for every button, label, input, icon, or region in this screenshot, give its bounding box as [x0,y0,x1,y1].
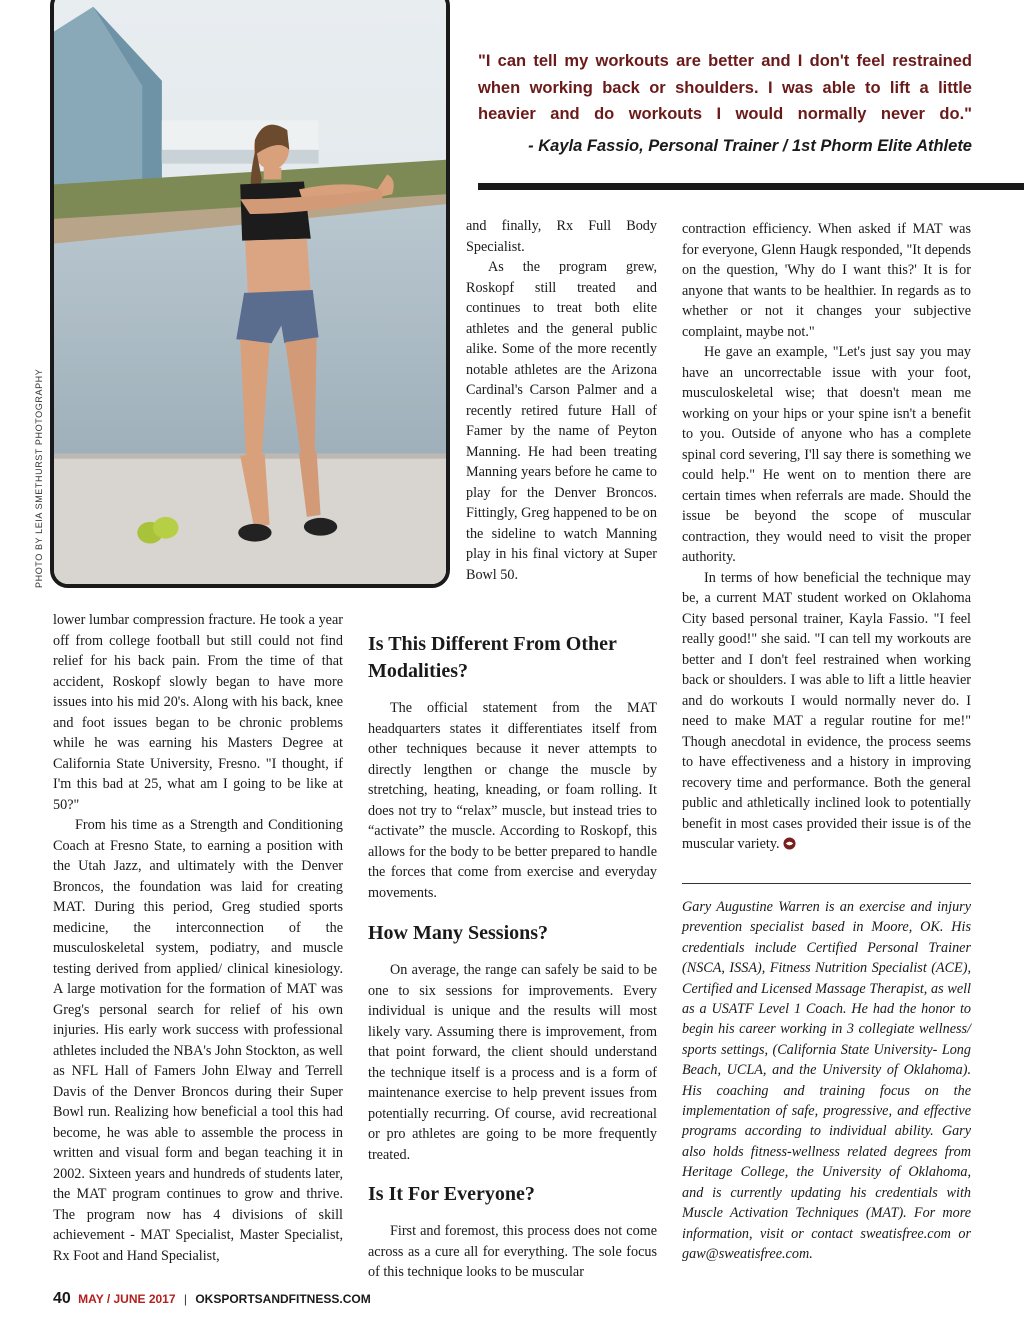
article-column-2-sessions [368,960,657,1165]
paragraph: The official statement from the MAT headquarters states it differentiates itself from other techniques because it never attempts to directly lengthen or change the muscle by stretching, heating, kneading, or foam rolling. It does not try to “relax” muscle, but instead tries to “activate” the muscle. According to Roskopf, this allows for the body to be better prepared to handle the forces that come from exercise and everyday movements. [368,700,657,901]
section-heading-modalities: Is This Different From Other Modalities? [368,633,617,682]
article-column-2-body [368,698,657,903]
end-mark-icon [783,837,796,850]
article-column-2-everyone [368,1221,657,1283]
pull-quote: "I can tell my workouts are better and I don't feel restrained when working back or shoulders. I was able to lift a little heavier and do workouts I would normally never do." [478,52,972,123]
paragraph-text: In terms of how beneficial the technique may be, a current MAT student worked on Oklahoma City based personal trainer, Kayla Fassio. "I feel really good!" she said. "I can tell my workouts are better and I don't feel restrained when working back or shoulders. I was able to lift a little heavier and do workouts I would normally never do. I need to make MAT a regular routine for me!" Though anecdotal in evidence, the process seems to have effectiveness and a history in improving recovery time and performance. Both the general public and athletically inclined look to potentially benefit in most cases provided their issue is of the muscular variety. [682,569,971,852]
paragraph: contraction efficiency. When asked if MAT was for everyone, Glenn Haugk responded, "It depends on the question, 'Why do I want this?' It is for anyone that wants to be healthier. In regards as to whether or not it changes your subjective complaint, maybe not." [682,221,971,340]
pull-quote-attribution: - Kayla Fassio, Personal Trainer / 1st Phorm Elite Athlete [528,137,972,155]
woman-stretching-photo [54,0,446,584]
section-heading-sessions: How Many Sessions? [368,922,549,944]
paragraph: From his time as a Strength and Conditioning Coach at Fresno State, to earning a position with the Utah Jazz, and ultimately with the Denver Broncos, the foundation was laid for creating MAT. During this period, Greg studied sports medicine, the interconnection of the musculoskeletal system, podiatry, and muscle testing derived from applied/ clinical kinesiology. A large motivation for the formation of MAT was Greg's personal search for relief of his own injuries. His early work success with professional athletes included the NBA's John Stockton, as well as NFL Hall of Famers John Elway and Terrell Davis of the Denver Broncos during their Super Bowl run. Realizing how beneficial a tool this had become, he was able to assemble the process in written and visual form and began teaching it in 2002. Sixteen years and hundreds of students later, the MAT program continues to grow and thrive. The program now has 4 divisions of skill achievement - MAT Specialist, Master Specialist, Rx Foot and Hand Specialist, [53,817,343,1264]
article-column-1 [53,610,343,1266]
issue-date: MAY / JUNE 2017 [78,1292,176,1306]
article-photo [50,0,450,588]
paragraph: lower lumbar compression fracture. He took a year off from college football but still could not find relief for his back pain. From the time of that accident, Roskopf slowly began to have more issues into his mid 20's. Along with his back, knee and foot issues began to be chronic problems while he was earning his Masters Degree at California State University, Fresno. "I thought, if I'm this bad at 25, what am I going to be like at 50?" [53,612,343,813]
website-link: OKSPORTSANDFITNESS.COM [195,1292,371,1306]
paragraph: On average, the range can safely be said to be one to six sessions for improvements. Every individual is unique and the results will most likely vary. Assuming there is improvement, from that point forward, the client should understand the technique itself is a process and is a form of maintenance exercise to help prevent issues from potentially recurring. Of course, avid recreational or pro athletes are going to be more frequently treated. [368,962,657,1163]
pull-quote-divider [478,183,1024,190]
paragraph: As the program grew, Roskopf still treated and continues to treat both elite athletes and the general public alike. Some of the more recently notable athletes are the Arizona Cardinal's Carson Palmer and a recently retired future Hall of Famer by the name of Peyton Manning. He had been treating Manning years before he came to play for the Denver Broncos. Fittingly, Greg happened to be on the sideline to watch Manning play in his final victory at Super Bowl 50. [466,259,657,583]
photo-credit: PHOTO BY LEIA SMETHURST PHOTOGRAPHY [34,368,44,588]
article-column-2-top [466,216,657,585]
author-bio: Gary Augustine Warren is an exercise and injury prevention specialist based in Moore, OK. His credentials include Certified Personal Trainer (NSCA, ISSA), Fitness Nutrition Specialist (ACE), Certified and Licensed Massage Therapist, as well as a USATF Level 1 Coach. He had the honor to begin his career working in 3 collegiate wellness/ sports settings, (California State University- Long Beach, UCLA, and the University of Oklahoma). His coaching and training focus on the implementation of safe, progressive, and effective programs according to individual ability. Gary also holds fitness-wellness related degrees from Heritage College, the University of Oklahoma, and is currently updating his credentials with Muscle Activation Techniques (MAT). For more information, visit or contact sweatisfree.com or gaw@sweatisfree.com. [682,899,971,1262]
page-footer [53,1290,371,1308]
paragraph: First and foremost, this process does not come across as a cure all for everything. The sole focus of this technique looks to be muscular [368,1223,657,1280]
page-number: 40 [53,1290,71,1307]
section-heading-everyone: Is It For Everyone? [368,1183,535,1205]
paragraph: and finally, Rx Full Body Specialist. [466,218,657,255]
footer-separator: | [183,1292,187,1306]
article-column-3 [682,219,971,855]
paragraph: He gave an example, "Let's just say you may have an uncorrectable issue with your foot, musculoskeletal wise; that doesn't mean me working on your hips or your spine isn't a benefit to you. Outside of anyone who has a complete spinal cord severing, I'll say there is something we could help." He went on to mention there are certain times when referrals are made. Should the issue be beyond the scope of muscular contraction, they would need to visit the proper authority. [682,344,971,565]
paragraph [682,568,971,855]
bio-divider [682,883,971,884]
